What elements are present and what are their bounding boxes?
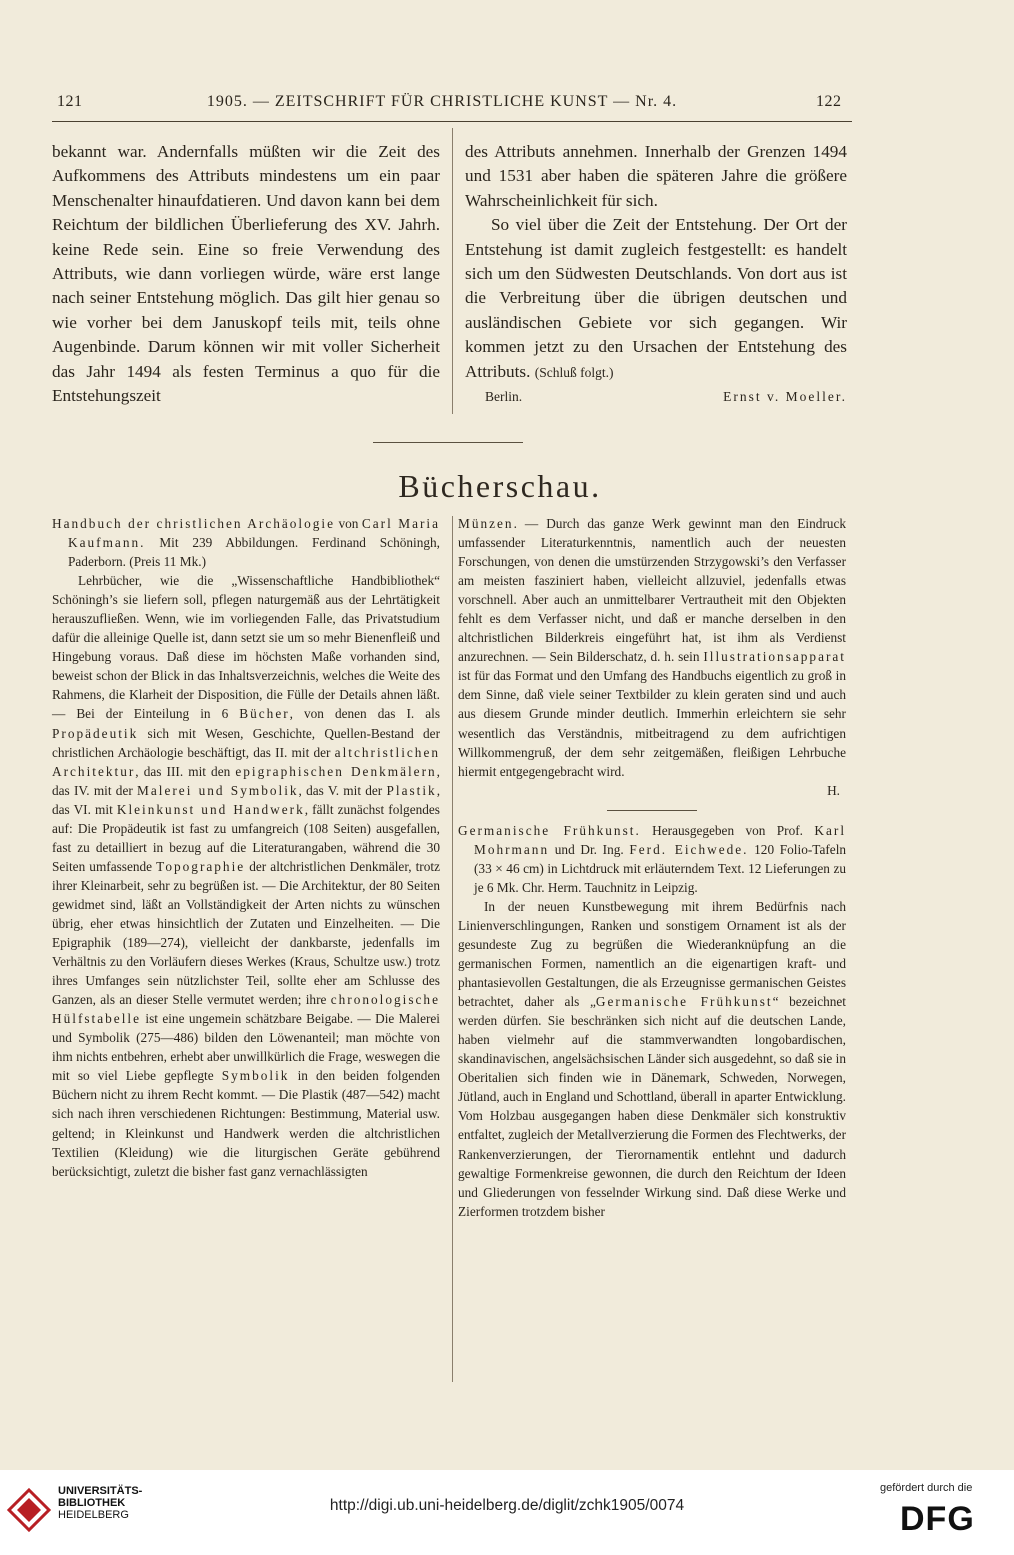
column-divider-bottom xyxy=(452,516,453,1382)
review2-body xyxy=(458,897,846,1221)
review1-text-7: , das VI. mit xyxy=(52,782,441,817)
review1-text-2: , von denen das I. als xyxy=(289,706,441,722)
review2-title-main: Germanische Frühkunst. xyxy=(458,822,641,838)
review1-em-architektur: altchristlichen Architektur xyxy=(52,744,440,779)
byline-place: Berlin. xyxy=(485,389,523,405)
funding-caption: gefördert durch die xyxy=(880,1482,973,1494)
review1-continued xyxy=(458,514,846,800)
review1-text-4: , das III. mit den xyxy=(135,763,231,779)
viewer-footer xyxy=(0,1470,1014,1555)
review2-title-rest-1: Herausgegeben von Prof. xyxy=(652,822,804,838)
review1-em-topographie: Topographie xyxy=(156,858,246,874)
review2-title-rest-2: und Dr. Ing. xyxy=(554,841,624,857)
review2-em-fruehkunst: Germanische Frühkunst xyxy=(595,994,773,1010)
review1-title-main: Handbuch der christlichen Archäologie xyxy=(52,516,336,531)
review1-text-3: sich mit Wesen, Geschichte, Quellen-Bestand der christlichen Archäologie beschäftigt, das II. mit der xyxy=(52,725,440,760)
review1-em-huelfstabelle: chronologische Hülfstabelle xyxy=(52,992,440,1027)
review2-text-1: In der neuen Kunstbewegung mit ihrem Bedürfnis nach Linienverschlingungen, Ranken und sonstigem Ornament ist als der gesundeste Zug zu begrüßen die Wiederanknüpfung an die germanischen Formen, namentlich an die eigenartigen kraft- und phantasievollen Gestaltungen, die als Erzeugnisse germanischen Geistes betrachtet, daher als „ xyxy=(458,898,846,1010)
dfg-logo: DFG xyxy=(900,1500,975,1538)
review1-text-13: ist für das Format und den Umfang des Handbuchs eigentlich zu groß in dem Sinne, daß viele seiner Textbilder zu klein geraten sind und auch aus diesem Grunde minder deutlich. Immerhin erleichtern sie sehr wesentlich das Verständnis, mitbeitragend zu dem aufrichtigen Willkommengruß, der dem sehr zeitgemäßen, fleißigen Lehrbuche hiermit entgegengebracht wird. xyxy=(458,668,846,779)
intro-left-paragraph: bekannt war. Andernfalls müßten wir die Zeit des Aufkommens des Attributs mindestens um ein paar Menschenalter hinaufdatieren. Und davon kann bei dem Reichtum der bildlichen Überlieferung des XV. Jahrh. keine Rede sein. Eine so freie Verwendung des Attributs, wie dann vorliegen würde, wäre erst lange nach seiner Entstehung möglich. Das gilt hier genau so wie vorher bei dem Januskopf teils mit, teils ohne Augenbinde. Darum können wir mit voller Sicherheit das Jahr 1494 als festen Terminus a quo für die Entstehungszeit xyxy=(52,142,440,406)
intro-column-left xyxy=(52,140,440,408)
intro-right-text: So viel über die Zeit der Entstehung. Der Ort der Entstehung ist damit zugleich festgestellt: es handelt sich um den Südwesten Deutschlands. Von dort aus ist die Verbreitung über die übrigen deutschen und ausländischen Gebiete vor sich gegangen. Wir kommen jetzt zu den Ursachen der Entstehung des Attributs. xyxy=(465,215,847,381)
review-column-right xyxy=(458,514,846,1221)
review2-text-2: “ bezeichnet werden dürfen. Sie beschränken sich nicht auf die deutschen Lande, haben vielmehr auf die stammverwandten longobardischen, skandinavischen, angelsächsischen Länder sich ausgedehnt, so daß sie in Oberitalien sich finden wie in Dänemark, Schweden, Norwegen, Jütland, auch in England und Schottland, überall in aparter Entwicklung. Vom Holzbau ausgegangen haben diese Denkmäler sich konstruktiv entfaltet, zugleich der Metallverzierung die Formen des Flechtwerks, der Rankenverzierungen, der Tierornamentik entlehnt und dadurch gewaltige Formenkreise gewonnen, die durch den Reichtum der Ideen und Gliederungen von fesselnder Wirkung sind. Daß diese Werke und Zierformen trotzdem bisher xyxy=(458,994,846,1219)
review1-em-symbolik: Symbolik xyxy=(221,1068,290,1084)
section-separator xyxy=(373,442,523,443)
review-column-left xyxy=(52,514,440,1181)
section-title: Bücherschau. xyxy=(398,468,602,504)
review1-text-1: Lehrbücher, wie die „Wissenschaftliche Handbibliothek“ Schöningh’s sie liefern soll, pflegen naturgemäß aus der Lehrtätigkeit herauszufließen. Wenn, wie im vorliegenden Falle, das Privatstudium dafür die alleinige Quelle ist, dann setzt sie um so mehr Bienenfleiß und Hingebung voraus. Daß diese im höchsten Maße vorhanden sind, beweist schon der Blick in das Inhaltsverzeichnis, welches die Weite des Rahmens, die Klarheit der Disposition, die Fülle der Details ahnen läßt. — Bei der Einteilung in 6 xyxy=(52,573,440,722)
review2-editor-1: Karl Mohrmann xyxy=(474,822,847,857)
source-url-link[interactable]: http://digi.ub.uni-heidelberg.de/diglit/zchk1905/0074 xyxy=(329,1497,685,1514)
review1-text-6: , das V. mit der xyxy=(298,782,383,798)
review1-signature: H. xyxy=(827,782,840,798)
review1-author: Carl Maria Kaufmann. xyxy=(68,516,441,551)
review2-title-rest-3: 120 Folio-Tafeln (33 × 46 cm) in Lichtdruck mit erläuterndem Text. 12 Lieferungen zu je 6 Mk. Chr. Herm. Tauchnitz in Leipzig. xyxy=(474,841,847,895)
review1-text-5: , das IV. mit der xyxy=(52,763,440,798)
review2-editor-2: Ferd. Eichwede. xyxy=(629,841,749,857)
review1-text-8: , fällt zunächst folgendes auf: Die Propädeutik ist fast zu umfangreich (108 Seiten) ausgefallen, fast zu detailliert in bezug auf die Literaturangaben, während die 30 Seiten umfassende xyxy=(52,801,440,874)
review1-text-11: in den beiden folgenden Büchern nicht zu ihrem Recht kommt. — Die Plastik (487—542) macht sich nach ihren verschiedenen Richtungen: Bestimmung, Material usw. geltend; in Kleinkunst und Handwerk werden die altchristlichen Textilien (Kleidung) wie die liturgischen Geräte gebührend berücksichtigt, zuletzt die bisher fast ganz vernachlässigten xyxy=(52,1068,441,1179)
library-line-3: HEIDELBERG xyxy=(58,1509,129,1521)
review1-text-10: ist eine ungemein schätzbare Beigabe. — Die Malerei und Symbolik (275—486) bilden den Löwenanteil; man möchte von ihm nichts entbehren, erhebt aber unwillkürlich die Frage, weswegen die mit so viel Liebe gepflegte xyxy=(52,1011,441,1084)
column-divider-top xyxy=(452,128,453,414)
intro-column-right xyxy=(465,140,847,409)
review-separator xyxy=(607,810,697,811)
review1-em-illustration: Illustrationsapparat xyxy=(703,649,846,665)
review1-title-von: von xyxy=(338,516,359,531)
review2-title xyxy=(458,821,846,897)
review1-em-denkmaeler: epigraphischen Denkmälern xyxy=(235,763,437,779)
review1-text-9: der altchristlichen Denkmäler, trotz ihrer Kleinarbeit, sehr zu begrüßen ist. — Die Architektur, der 80 Seiten gewidmet sind, läßt an Vollständigkeit der Arten nichts zu wünschen übrig, eher etwas hinsichtlich der Zutaten und Einzelheiten. — Die Epigraphik (189—274), vielleicht der dankbarste, jedenfalls im Verhältnis zu den Vorläufern dieses Werkes (Kraus, Schultze usw.) trotz ihres Umfanges sein nützlichster Teil, sollte eher am Schlusse des Ganzen, als an dieser Stelle vermutet werden; ihre xyxy=(52,858,440,1008)
page-number-right: 122 xyxy=(816,93,842,110)
page-number-left: 121 xyxy=(57,93,83,110)
library-line-2: BIBLIOTHEK xyxy=(58,1497,126,1509)
review1-em-muenzen: Münzen xyxy=(458,516,514,531)
review1-em-malerei: Malerei und Symbolik xyxy=(137,782,299,798)
byline-author: Ernst v. Moeller. xyxy=(723,389,847,405)
review1-body xyxy=(52,571,440,1181)
review1-text-12: . — Durch das ganze Werk gewinnt man den Eindruck umfassender Literaturkenntnis, namentlich auch der neuesten Forschungen, von denen die umstürzenden Strzygowski’s den Verfasser am meisten fasziniert haben, vielleicht allzuviel, jedenfalls etwas vorschnell. Aber auch an unmittelbarer Vertrautheit mit den Objekten fehlt es dem Verfasser nicht, und daß er manche derselben in den altchristlichen Bilderkreis eingeführt hat, ist ihm als Verdienst anzurechnen. — Sein Bilderschatz, d. h. sein xyxy=(458,516,846,665)
header-rule xyxy=(52,121,852,122)
intro-right-paragraph-1: des Attributs annehmen. Innerhalb der Grenzen 1494 und 1531 aber haben die späteren Jahre die größere Wahrscheinlichkeit für sich. xyxy=(465,142,847,210)
review1-title xyxy=(52,514,440,571)
running-head: 1905. — ZEITSCHRIFT FÜR CHRISTLICHE KUNST — Nr. 4. xyxy=(206,93,678,110)
review1-publication: Mit 239 Abbildungen. Ferdinand Schöningh, Paderborn. (Preis 11 Mk.) xyxy=(68,535,440,570)
library-line-1: UNIVERSITÄTS- xyxy=(58,1485,143,1497)
byline xyxy=(465,385,847,409)
intro-right-paragraph-2 xyxy=(465,213,847,385)
review1-em-kleinkunst: Kleinkunst und Handwerk xyxy=(116,801,305,817)
review1-em-plastik: Plastik xyxy=(386,782,437,798)
review1-em-propaedeutik: Propädeutik xyxy=(52,725,139,741)
review1-em-buecher: Bücher xyxy=(239,706,290,722)
continued-note: (Schluß folgt.) xyxy=(534,364,614,380)
